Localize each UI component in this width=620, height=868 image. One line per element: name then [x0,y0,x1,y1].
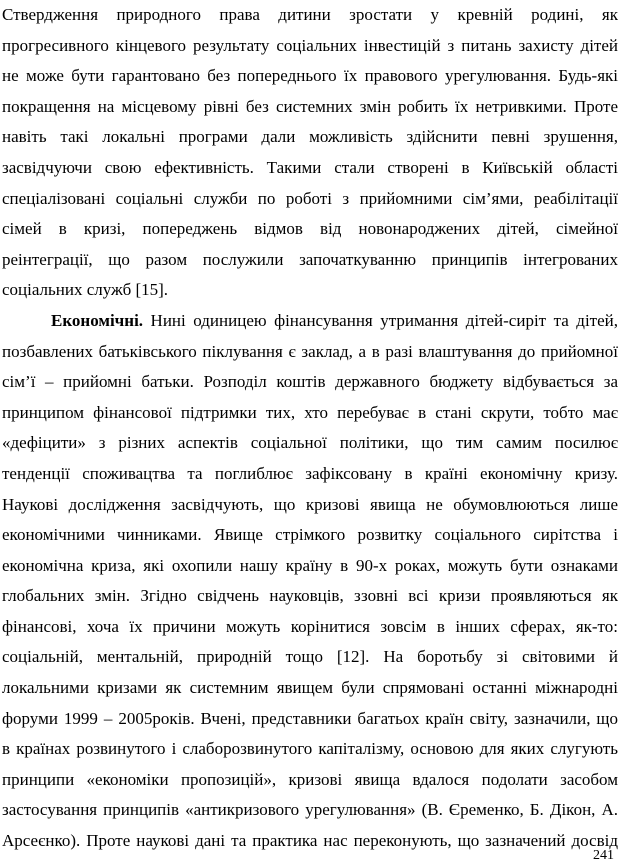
document-page [2,0,618,868]
body-text [2,0,618,857]
text-line: локальними кризами як системним явищем були спрямовані останні міжнародні [2,678,618,698]
text-line: прогресивного кінцевого результату соціальних інвестицій з питань захисту дітей [2,35,618,55]
text-line: форуми 1999 – 2005років. Вчені, представники багатьох країн світу, зазначили, що [2,708,618,728]
text-line: реінтеграції, що разом послужили започаткуванню принципів інтегрованих [2,249,618,269]
text-line: не може бути гарантовано без попереднього їх правового урегулювання. Будь-які [2,66,618,86]
text-line-first [2,306,618,337]
text-line: в країнах розвинутого і слаборозвинутого капіталізму, основою для яких слугують [2,739,618,759]
text-line: «дефіцити» з різних аспектів соціальної політики, що тим самим посилює [2,433,618,453]
text-line: спеціалізовані соціальні служби по роботі з прийомними сім’ями, реабілітації [2,188,618,208]
text-line: економічна криза, які охопили нашу країну в 90-х роках, можуть бути ознаками [2,555,618,575]
text-line: економічними чинниками. Явище стрімкого розвитку соціального сирітства і [2,525,618,545]
page-number: 241 [593,848,614,863]
paragraph-1 [2,0,618,306]
text-line: сімей в кризі, попереджень відмов від новонароджених дітей, сімейної [2,219,618,239]
text-line: соціальній, ментальній, природній тощо [12]. На боротьбу зі світовими й [2,647,618,667]
text-line: навіть такі локальні програми дали можливість здійснити певні зрушення, [2,127,618,147]
text-line: принципом фінансової підтримки тих, хто перебуває в стані скрути, тобто має [2,402,618,422]
text-line: фінансові, хоча їх причини можуть корінитися зовсім в інших сферах, як-то: [2,616,618,636]
text-line: Ствердження природного права дитини зростати у кревній родині, як [2,5,618,24]
text-line: покращення на місцевому рівні без системних змін робить їх нетривкими. Проте [2,96,618,116]
text-line: тенденції споживацтва та поглиблює зафіксовану в країні економічну кризу. [2,463,618,483]
text-line-rest: Нині одиницею фінансування утримання дітей-сиріт та дітей, [143,310,618,330]
text-line: Арсеєнко). Проте наукові дані та практика нас переконують, що зазначений досвід [2,831,618,851]
text-line: застосування принципів «антикризового урегулювання» (В. Єременко, Б. Дікон, А. [2,800,618,820]
paragraph-lead: Економічні. [51,310,144,330]
text-line: засвідчуючи свою ефективність. Такими стали створені в Київській області [2,157,618,177]
text-line: сім’ї – прийомні батьки. Розподіл коштів державного бюджету відбувається за [2,372,618,392]
paragraph-2 [2,306,618,857]
text-line: позбавлених батьківського піклування є заклад, а в разі влаштування до прийомної [2,341,618,361]
text-line: Наукові дослідження засвідчують, що кризові явища не обумовлюються лише [2,494,618,514]
text-line: соціальних служб [15]. [2,280,169,300]
text-line: принципи «економіки пропозицій», кризові явища вдалося подолати засобом [2,769,618,789]
text-line: глобальних змін. Згідно свідчень науковців, ззовні всі кризи проявляються як [2,586,618,606]
